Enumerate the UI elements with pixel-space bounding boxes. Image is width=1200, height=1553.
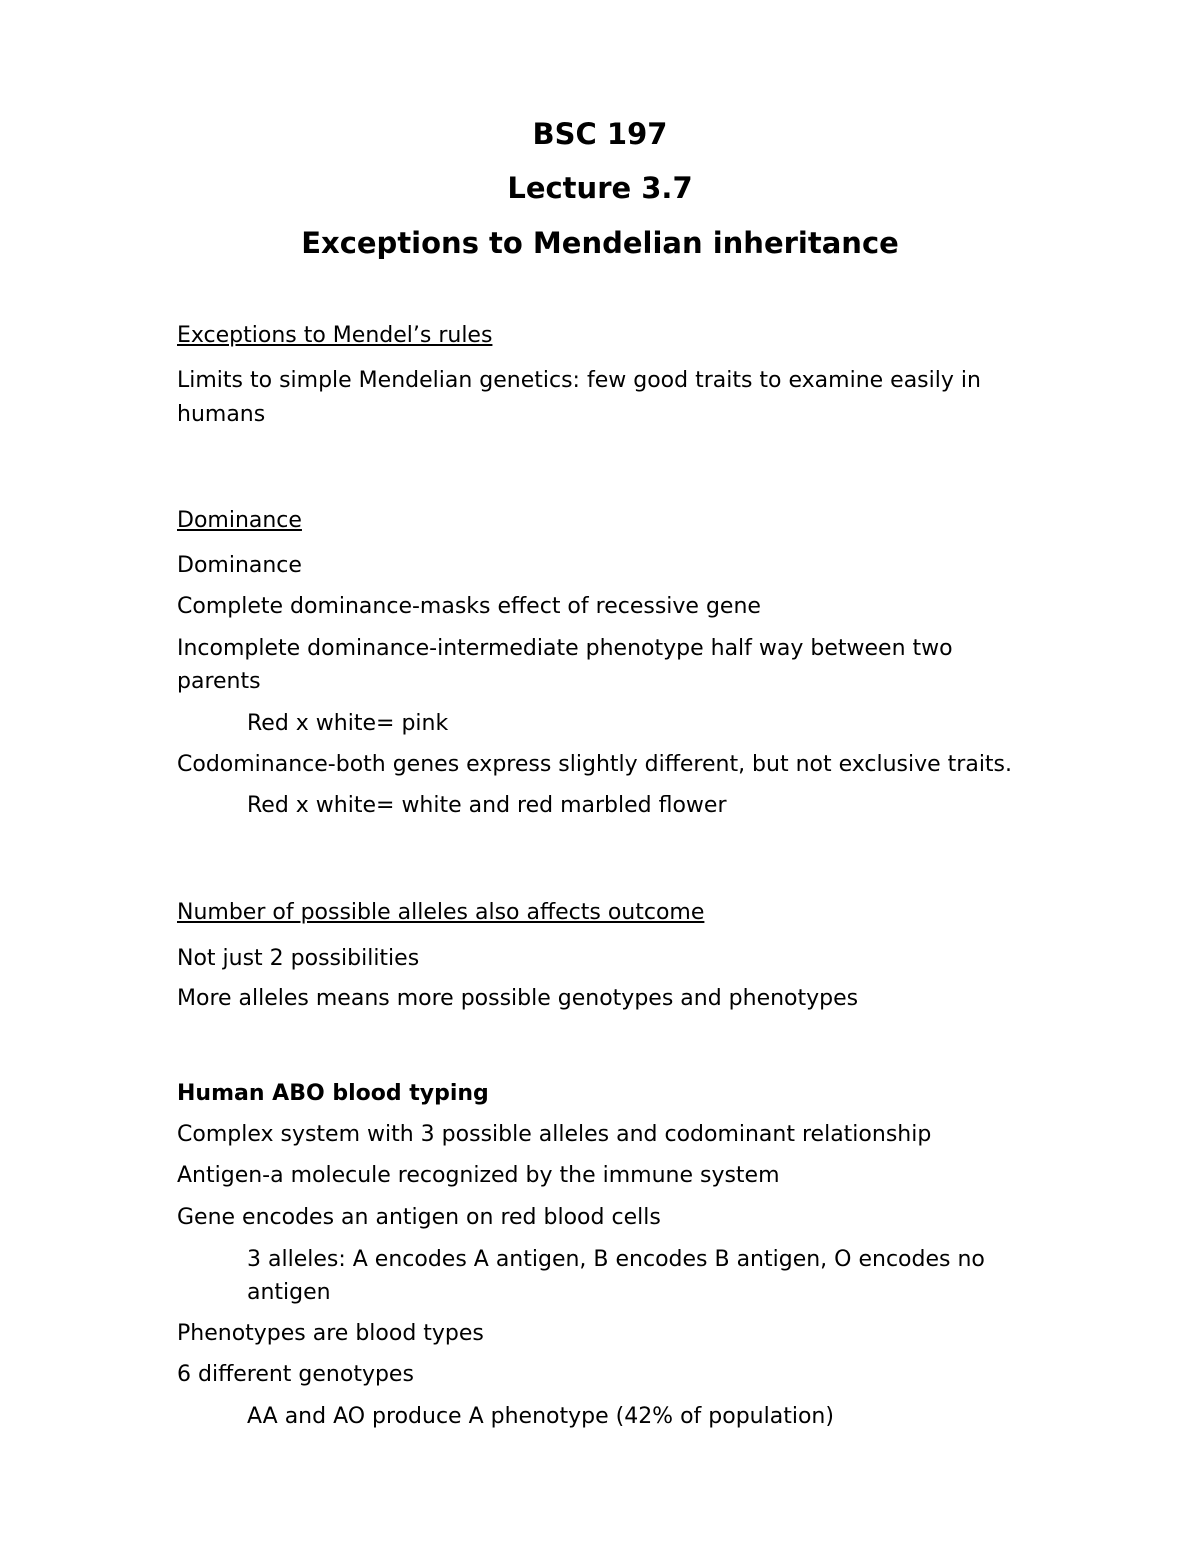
text-line: Complex system with 3 possible alleles and codominant relationship — [177, 1122, 932, 1147]
text-line: humans — [177, 402, 266, 427]
text-line: Dominance — [177, 553, 302, 578]
document-title: Exceptions to Mendelian inheritance — [301, 226, 899, 260]
text-line: Phenotypes are blood types — [177, 1321, 484, 1346]
text-line: Gene encodes an antigen on red blood cells — [177, 1205, 661, 1230]
text-line-indented: Red x white= pink — [247, 711, 449, 736]
text-line: Codominance-both genes express slightly different, but not exclusive traits. — [177, 752, 1013, 777]
text-line: Not just 2 possibilities — [177, 946, 420, 971]
text-line: Antigen-a molecule recognized by the immune system — [177, 1163, 780, 1188]
course-title: BSC 197 — [532, 117, 668, 151]
text-line: More alleles means more possible genotypes and phenotypes — [177, 986, 859, 1011]
section-heading-abo: Human ABO blood typing — [177, 1081, 489, 1106]
text-line: 6 different genotypes — [177, 1362, 414, 1387]
text-line: Complete dominance-masks effect of recessive gene — [177, 594, 761, 619]
lecture-number: Lecture 3.7 — [507, 171, 693, 205]
text-line: parents — [177, 669, 261, 694]
text-line: Incomplete dominance-intermediate phenotype half way between two — [177, 636, 953, 661]
text-line: Limits to simple Mendelian genetics: few good traits to examine easily in — [177, 368, 981, 393]
section-heading-dominance: Dominance — [177, 508, 302, 533]
text-line-indented: antigen — [247, 1280, 331, 1305]
section-heading-exceptions: Exceptions to Mendel’s rules — [177, 323, 493, 348]
section-heading-alleles: Number of possible alleles also affects outcome — [177, 900, 705, 925]
text-line-indented: AA and AO produce A phenotype (42% of population) — [247, 1404, 834, 1429]
text-line-indented: 3 alleles: A encodes A antigen, B encodes B antigen, O encodes no — [247, 1247, 985, 1272]
text-line-indented: Red x white= white and red marbled flower — [247, 793, 727, 818]
